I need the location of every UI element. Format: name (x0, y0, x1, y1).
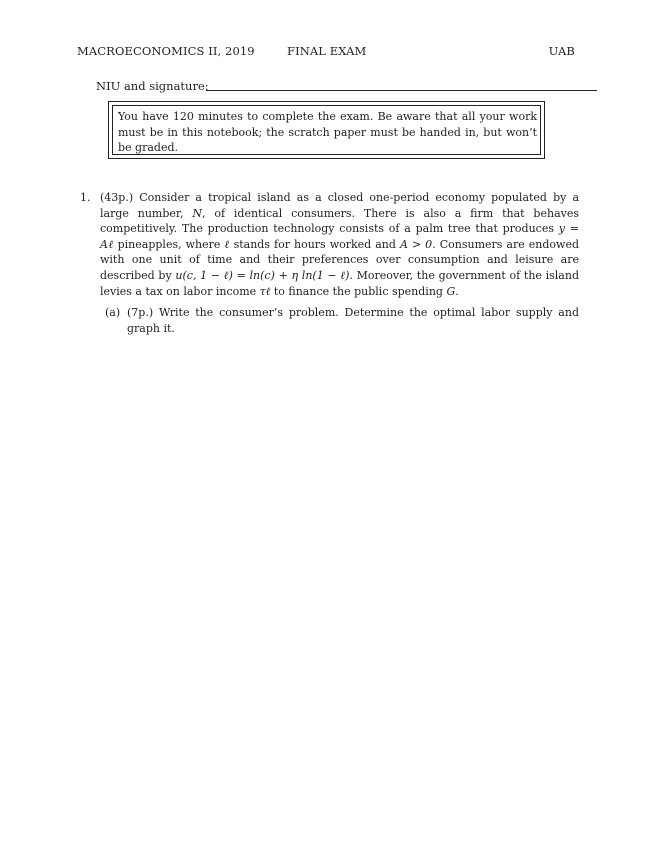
exam-title: FINAL EXAM (287, 44, 367, 58)
problem-text-5: . Consumers are endowed with one unit of time and their preferences over consumption and leisure are described by (100, 237, 580, 282)
subquestion-points: (7p.) (127, 306, 154, 319)
problem-text-7: to finance the public spending (273, 284, 443, 298)
subquestion-label: (a) (105, 306, 121, 319)
university-name: UAB (548, 44, 575, 58)
subquestion-statement (127, 305, 579, 336)
page-header (77, 44, 575, 60)
instructions-box (108, 101, 545, 159)
problem-statement (100, 190, 579, 299)
math-utility: u(c, 1 − ℓ) = ln(c) + η ln(1 − ℓ) (175, 268, 350, 282)
problem-text-4: stands for hours worked and (233, 237, 396, 251)
signature-line[interactable] (206, 90, 597, 91)
problem-text-1: Consider a tropical island as a closed one-period economy populated by a large number, (100, 191, 579, 220)
problem-points: (43p.) (100, 191, 134, 204)
problem-text-3: pineapples, where (117, 237, 221, 251)
math-G: G (446, 284, 456, 298)
math-production: y = Aℓ (100, 222, 579, 251)
math-N: N (192, 206, 202, 220)
math-tau: τℓ (259, 284, 271, 298)
problem-text-6: . Moreover, the government of the island levies a tax on labor income (100, 268, 579, 298)
math-ell: ℓ (224, 237, 230, 251)
problem-number: 1. (80, 191, 91, 204)
subquestion-text: Write the consumer’s problem. Determine the optimal labor supply and graph it. (127, 306, 579, 335)
signature-label: NIU and signature: (96, 79, 209, 93)
problem-text-8: . (455, 284, 459, 298)
course-title: MACROECONOMICS II, 2019 (77, 44, 255, 58)
problem-text-2: , of identical consumers. There is also a firm that behaves competitively. The production technology consists of a palm tree that produces (100, 206, 579, 236)
instructions-text: You have 120 minutes to complete the exam. Be aware that all your work must be in this notebook; the scratch paper must be handed in, but won’t be graded. (112, 105, 541, 155)
subquestion-a (105, 305, 579, 336)
signature-row (96, 79, 597, 95)
math-A: A > 0 (399, 237, 433, 251)
problem-1 (80, 190, 579, 299)
